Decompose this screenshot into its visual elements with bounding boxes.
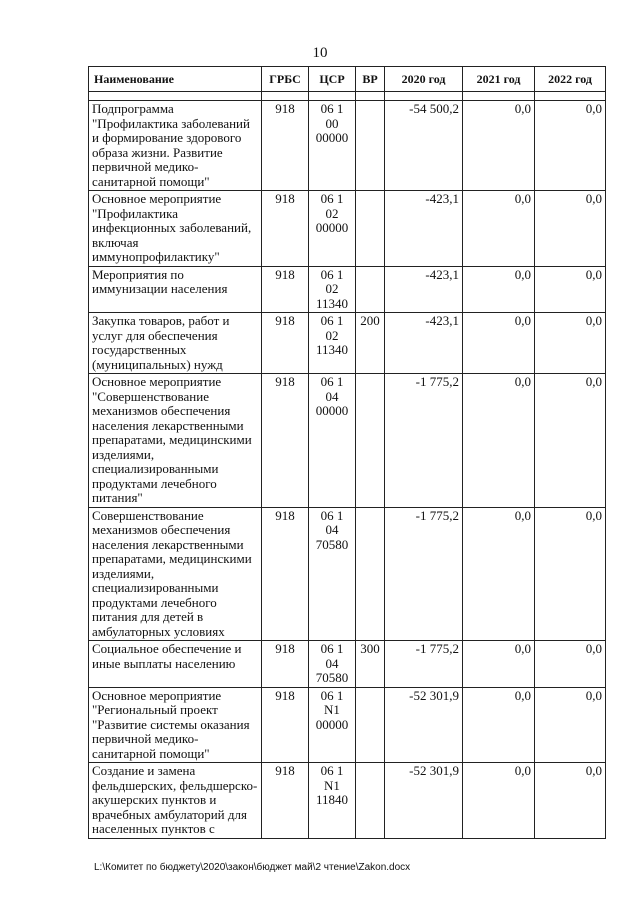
cell-y2020: -1 775,2 [385, 374, 463, 508]
table-row [89, 687, 606, 763]
spacer-row [89, 92, 606, 101]
cell-y2020: -52 301,9 [385, 763, 463, 839]
cell-name: Мероприятия по иммунизации населения [89, 266, 262, 313]
table-row [89, 641, 606, 688]
cell-grbs: 918 [262, 191, 309, 267]
cell-y2022: 0,0 [535, 507, 606, 641]
cell-csr: 06 1 02 00000 [309, 191, 356, 267]
cell-grbs: 918 [262, 374, 309, 508]
cell-name: Создание и замена фельдшерских, фельдшерско-акушерских пунктов и врачебных амбулаторий для населенных пунктов с [89, 763, 262, 839]
cell-grbs: 918 [262, 313, 309, 374]
cell-y2020: -52 301,9 [385, 687, 463, 763]
cell-name: Подпрограмма "Профилактика заболеваний и формирование здорового образа жизни. Развитие первичной медико-санитарной помощи" [89, 101, 262, 191]
cell-y2022: 0,0 [535, 313, 606, 374]
cell-y2020: -1 775,2 [385, 507, 463, 641]
cell-name: Основное мероприятие "Региональный проект "Развитие системы оказания первичной медико-санитарной помощи" [89, 687, 262, 763]
cell-y2021: 0,0 [463, 374, 535, 508]
table-row [89, 101, 606, 191]
header-csr: ЦСР [309, 67, 356, 92]
table-row [89, 507, 606, 641]
cell-y2020: -423,1 [385, 191, 463, 267]
cell-y2022: 0,0 [535, 266, 606, 313]
cell-grbs: 918 [262, 641, 309, 688]
table-row [89, 266, 606, 313]
cell-y2020: -1 775,2 [385, 641, 463, 688]
cell-vr [356, 763, 385, 839]
header-2020: 2020 год [385, 67, 463, 92]
cell-csr: 06 1 04 70580 [309, 641, 356, 688]
cell-grbs: 918 [262, 101, 309, 191]
cell-y2021: 0,0 [463, 687, 535, 763]
footer-file-path: L:\Комитет по бюджету\2020\закон\бюджет май\2 чтение\Zakon.docx [94, 862, 411, 873]
cell-y2021: 0,0 [463, 101, 535, 191]
cell-vr [356, 507, 385, 641]
header-2022: 2022 год [535, 67, 606, 92]
cell-csr: 06 1 02 11340 [309, 266, 356, 313]
cell-y2020: -54 500,2 [385, 101, 463, 191]
cell-grbs: 918 [262, 507, 309, 641]
header-grbs: ГРБС [262, 67, 309, 92]
cell-vr [356, 266, 385, 313]
page-number: 10 [312, 45, 328, 61]
cell-y2021: 0,0 [463, 266, 535, 313]
cell-name: Основное мероприятие "Совершенствование механизмов обеспечения населения лекарственными препаратами, медицинскими изделиями, специализированными продуктами лечебного питания" [89, 374, 262, 508]
cell-csr: 06 1 02 11340 [309, 313, 356, 374]
cell-y2020: -423,1 [385, 266, 463, 313]
cell-vr: 300 [356, 641, 385, 688]
table-row [89, 191, 606, 267]
cell-csr: 06 1 N1 11840 [309, 763, 356, 839]
cell-y2022: 0,0 [535, 763, 606, 839]
cell-csr: 06 1 04 00000 [309, 374, 356, 508]
cell-y2021: 0,0 [463, 191, 535, 267]
cell-grbs: 918 [262, 763, 309, 839]
cell-y2022: 0,0 [535, 641, 606, 688]
cell-csr: 06 1 00 00000 [309, 101, 356, 191]
cell-y2022: 0,0 [535, 687, 606, 763]
cell-y2021: 0,0 [463, 313, 535, 374]
cell-name: Совершенствование механизмов обеспечения населения лекарственными препаратами, медицинскими изделиями, специализированными продуктами лечебного питания для детей в амбулаторных условиях [89, 507, 262, 641]
cell-y2020: -423,1 [385, 313, 463, 374]
cell-name: Основное мероприятие "Профилактика инфекционных заболеваний, включая иммунопрофилактику" [89, 191, 262, 267]
cell-y2021: 0,0 [463, 641, 535, 688]
table-header-row [89, 67, 606, 92]
cell-vr [356, 374, 385, 508]
table-row [89, 374, 606, 508]
cell-y2022: 0,0 [535, 191, 606, 267]
header-name: Наименование [89, 67, 262, 92]
cell-y2021: 0,0 [463, 507, 535, 641]
cell-grbs: 918 [262, 687, 309, 763]
cell-vr [356, 687, 385, 763]
cell-csr: 06 1 04 70580 [309, 507, 356, 641]
cell-vr: 200 [356, 313, 385, 374]
budget-table [88, 66, 606, 839]
cell-csr: 06 1 N1 00000 [309, 687, 356, 763]
cell-y2021: 0,0 [463, 763, 535, 839]
cell-vr [356, 191, 385, 267]
header-vr: ВР [356, 67, 385, 92]
cell-vr [356, 101, 385, 191]
cell-y2022: 0,0 [535, 374, 606, 508]
cell-y2022: 0,0 [535, 101, 606, 191]
table-row [89, 763, 606, 839]
cell-name: Социальное обеспечение и иные выплаты населению [89, 641, 262, 688]
cell-name: Закупка товаров, работ и услуг для обеспечения государственных (муниципальных) нужд [89, 313, 262, 374]
header-2021: 2021 год [463, 67, 535, 92]
table-row [89, 313, 606, 374]
cell-grbs: 918 [262, 266, 309, 313]
